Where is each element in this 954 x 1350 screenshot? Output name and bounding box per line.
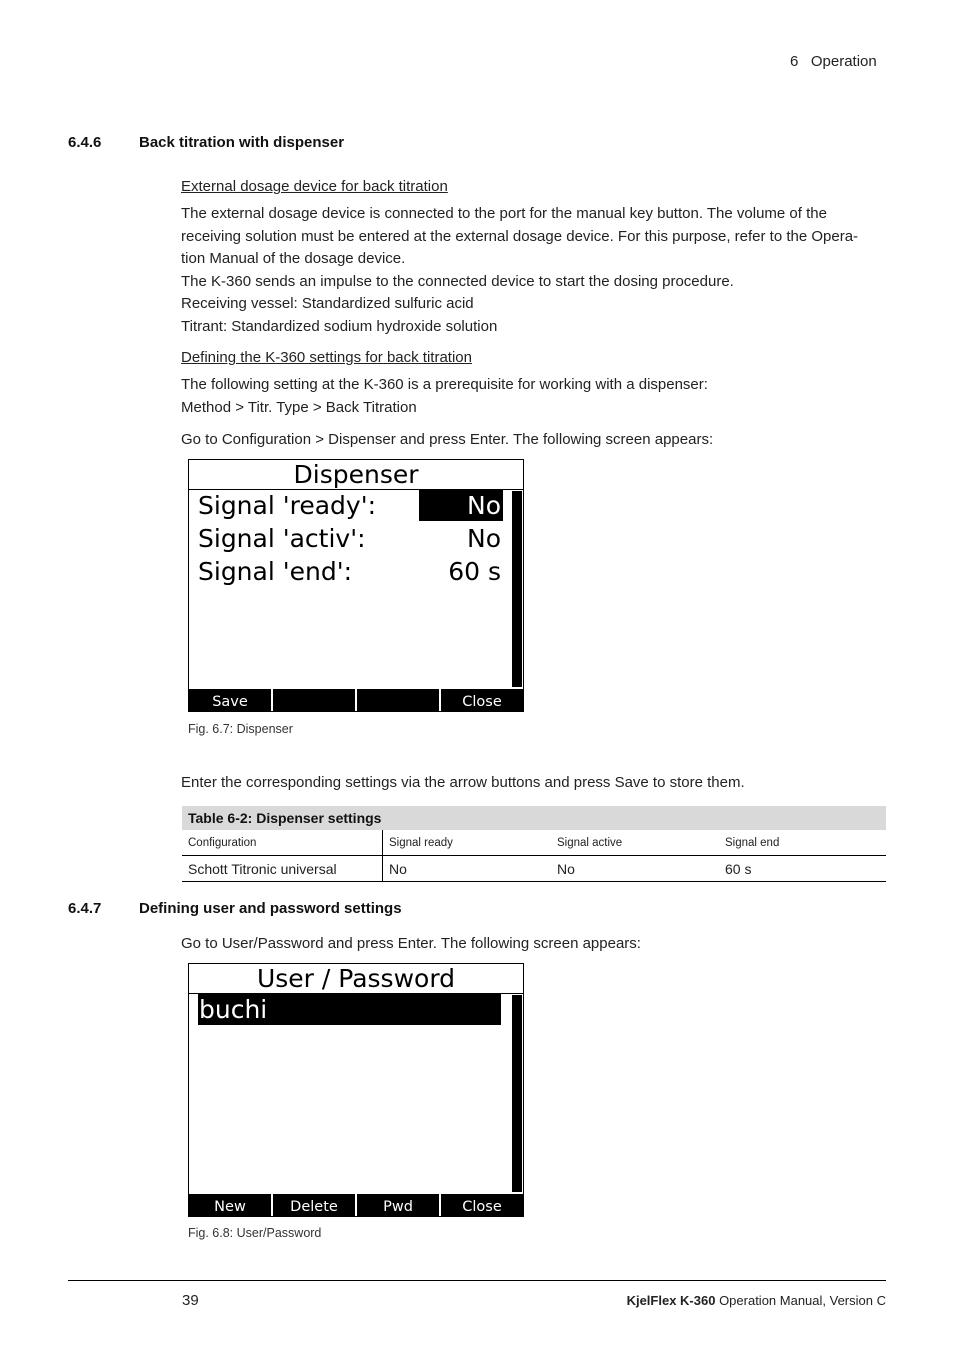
- figure-caption-6-7: Fig. 6.7: Dispenser: [188, 722, 293, 736]
- setting-value[interactable]: No: [467, 524, 501, 553]
- save-softkey[interactable]: Save: [189, 689, 273, 711]
- page-number: 39: [182, 1292, 199, 1309]
- table-cell: Schott Titronic universal: [182, 856, 383, 882]
- section-number-646: 6.4.6: [68, 134, 102, 151]
- footer-product: [627, 1293, 886, 1308]
- instruction-save: Enter the corresponding settings via the arrow buttons and press Save to store them.: [181, 774, 745, 791]
- scrollbar[interactable]: [512, 995, 522, 1192]
- text-line: The external dosage device is connected to the port for the manual key button. The volume of the: [181, 205, 827, 222]
- screen-title: Dispenser: [189, 460, 523, 490]
- user-password-screen: [188, 963, 524, 1217]
- user-list-item-selected[interactable]: [198, 994, 501, 1025]
- setting-value-selected[interactable]: No: [419, 490, 503, 521]
- table-cell: No: [383, 856, 552, 882]
- new-softkey[interactable]: New: [189, 1194, 273, 1216]
- instruction-dispenser: Go to Configuration > Dispenser and press Enter. The following screen appears:: [181, 431, 714, 448]
- paragraph-prerequisite: [181, 374, 708, 419]
- section-number-647: 6.4.7: [68, 900, 102, 917]
- scrollbar[interactable]: [512, 491, 522, 687]
- text-line: Titrant: Standardized sodium hydroxide solution: [181, 317, 498, 335]
- subheading-external-dosage: External dosage device for back titration: [181, 178, 448, 195]
- blank-softkey[interactable]: [273, 689, 357, 711]
- setting-row-signal-ready[interactable]: [198, 490, 503, 521]
- chapter-number: 6: [790, 53, 799, 70]
- text-line: The following setting at the K-360 is a prerequisite for working with a dispenser:: [181, 376, 708, 393]
- dispenser-screen: [188, 459, 524, 712]
- setting-label: Signal 'end':: [198, 557, 353, 586]
- table-title: Table 6-2: Dispenser settings: [182, 806, 886, 830]
- chapter-title: Operation: [810, 53, 877, 70]
- blank-softkey[interactable]: [357, 689, 441, 711]
- section-title-646: Back titration with dispenser: [139, 134, 345, 151]
- running-header: [790, 51, 877, 74]
- figure-caption-6-8: Fig. 6.8: User/Password: [188, 1226, 322, 1240]
- close-softkey[interactable]: Close: [462, 1199, 502, 1215]
- setting-value[interactable]: 60 s: [448, 557, 501, 586]
- dispenser-settings-table: [182, 806, 886, 882]
- text-line: tion Manual of the dosage device.: [181, 250, 406, 268]
- delete-softkey[interactable]: Delete: [273, 1194, 357, 1216]
- paragraph-external-dosage: [181, 203, 891, 339]
- column-header: Signal ready: [383, 830, 552, 856]
- product-name: KjelFlex K-360: [626, 1293, 716, 1308]
- text-line: receiving solution must be entered at the external dosage device. For this purpose, refer to the Opera-: [181, 227, 859, 245]
- setting-label: Signal 'ready':: [198, 491, 377, 520]
- subheading-k360-settings: Defining the K-360 settings for back titration: [181, 349, 472, 366]
- table-row: [182, 856, 886, 882]
- setting-row-signal-end[interactable]: [198, 556, 503, 587]
- softkey-bar: [189, 689, 523, 711]
- password-softkey[interactable]: Pwd: [357, 1194, 441, 1216]
- close-softkey[interactable]: Close: [462, 694, 502, 710]
- column-header: Configuration: [182, 830, 383, 856]
- section-title-647: Defining user and password settings: [139, 900, 402, 917]
- table-cell: 60 s: [719, 856, 886, 882]
- instruction-user-password: Go to User/Password and press Enter. The following screen appears:: [181, 935, 641, 952]
- text-line: Receiving vessel: Standardized sulfuric acid: [181, 295, 474, 313]
- text-line: The K-360 sends an impulse to the connected device to start the dosing procedure.: [181, 272, 734, 290]
- table-cell: No: [551, 856, 719, 882]
- manual-version: Operation Manual, Version C: [715, 1293, 886, 1308]
- table-header-row: [182, 830, 886, 856]
- column-header: Signal end: [719, 830, 886, 856]
- user-name: buchi: [199, 995, 268, 1024]
- footer-divider: [68, 1280, 886, 1281]
- softkey-bar: [189, 1194, 523, 1216]
- screen-title: User / Password: [189, 964, 523, 994]
- text-line: Method > Titr. Type > Back Titration: [181, 398, 417, 416]
- setting-label: Signal 'activ':: [198, 524, 366, 553]
- column-header: Signal active: [551, 830, 719, 856]
- setting-row-signal-activ[interactable]: [198, 523, 503, 554]
